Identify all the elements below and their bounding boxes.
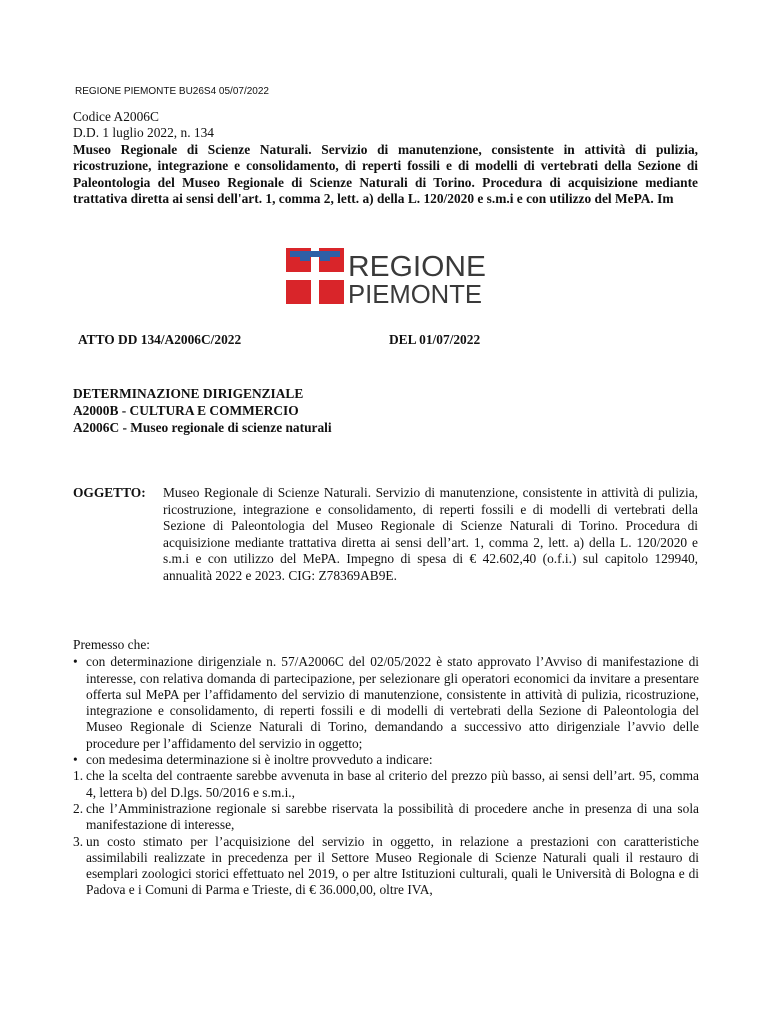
atto-date: DEL 01/07/2022 <box>389 332 481 347</box>
list-item <box>73 752 699 768</box>
oggetto-text: Museo Regionale di Scienze Naturali. Servizio di manutenzione, consistente in attività di pulizia, ricostruzione, integrazione e consolidamento, di reperti fossili e di modelli di vertebrati della Sezione di Paleontologia del Museo Regionale di Scienze Naturali di Torino. Procedura di acquisizione mediante trattativa diretta ai sensi dell’art. 1, comma 2, lett. a) della L. 120/2020 e s.m.i e con utilizzo del MePA. Impegno di spesa di € 42.602,40 (o.f.i.) sul capitolo 129940, annualità 2022 e 2023. CIG: Z78369AB9E. <box>163 485 698 583</box>
bullet-mark: • <box>73 752 78 768</box>
determinazione-line-3: A2006C - Museo regionale di scienze naturali <box>73 420 332 435</box>
determinazione-line-1: DETERMINAZIONE DIRIGENZIALE <box>73 386 304 401</box>
list-item <box>73 834 699 899</box>
body-text <box>73 637 699 899</box>
determinazione-line-2: A2000B - CULTURA E COMMERCIO <box>73 403 299 418</box>
list-item-text: un costo stimato per l’acquisizione del servizio in oggetto, in relazione a prestazioni con caratteristiche assimilabili realizzate in precedenza per il Settore Museo Regionale di Scienze Naturali quali il restauro di esemplari zoologici storici effettuato nel 2019, o per altre Istituzioni culturali, quali le Università di Bologna e di Padova e i Comuni di Parma e Trieste, di € 36.000,00, oltre IVA, <box>86 833 699 898</box>
number-mark: 2. <box>73 800 84 816</box>
logo-text-line2: PIEMONTE <box>348 279 482 305</box>
list-item <box>73 654 699 752</box>
list-item-text: con medesima determinazione si è inoltre provveduto a indicare: <box>86 752 433 768</box>
bulletin-header: REGIONE PIEMONTE BU26S4 05/07/2022 <box>75 86 269 97</box>
list-item-text: che l’Amministrazione regionale si sarebbe riservata la possibilità di procedere anche in presenza di una sola manifestazione di interesse, <box>86 800 699 833</box>
list-item-text: che la scelta del contraente sarebbe avvenuta in base al criterio del prezzo più basso, ai sensi dell’art. 95, comma 4, lettera b) del D.lgs. 50/2016 e s.m.i., <box>86 768 699 800</box>
oggetto-section <box>73 485 698 585</box>
number-mark: 1. <box>73 768 84 784</box>
dd-line: D.D. 1 luglio 2022, n. 134 <box>73 125 214 141</box>
list-item-text: con determinazione dirigenziale n. 57/A2006C del 02/05/2022 è stato approvato l’Avviso di manifestazione di interesse, con relativa domanda di partecipazione, per selezionare gli operatori economici da invitare a presentare offerta sul MePA per l’affidamento del servizio di manutenzione, consistente in attività di pulizia, ricostruzione, integrazione e consolidamento, di reperti fossili e di modelli di vertebrati della Sezione di Paleontologia del Museo Regionale di Scienze Naturali di Torino, demandando a successivo atto dirigenziale l’avvio delle procedure per l’affidamento del servizio in oggetto; <box>86 654 699 751</box>
atto-number: ATTO DD 134/A2006C/2022 <box>78 332 242 347</box>
determinazione-block <box>73 385 332 436</box>
list-item <box>73 801 699 834</box>
bullet-mark: • <box>73 654 78 670</box>
act-header <box>73 109 698 207</box>
regione-piemonte-logo <box>286 247 488 305</box>
codice-line: Codice A2006C <box>73 109 159 124</box>
logo-text-line1: REGIONE <box>348 251 486 283</box>
premesso-heading: Premesso che: <box>73 637 150 652</box>
number-mark: 3. <box>73 833 84 849</box>
list-item <box>73 768 699 801</box>
oggetto-label: OGGETTO: <box>73 485 146 500</box>
act-title: Museo Regionale di Scienze Naturali. Servizio di manutenzione, consistente in attività di pulizia, ricostruzione, integrazione e consolidamento, di reperti fossili e di modelli di vertebrati della Sezione di Paleontologia del Museo Regionale di Scienze Naturali di Torino. Procedura di acquisizione mediante trattativa diretta ai sensi dell'art. 1, comma 2, lett. a) della L. 120/2020 e s.m.i e con utilizzo del MePA. Im <box>73 141 698 207</box>
coat-of-arms-icon <box>286 248 344 304</box>
